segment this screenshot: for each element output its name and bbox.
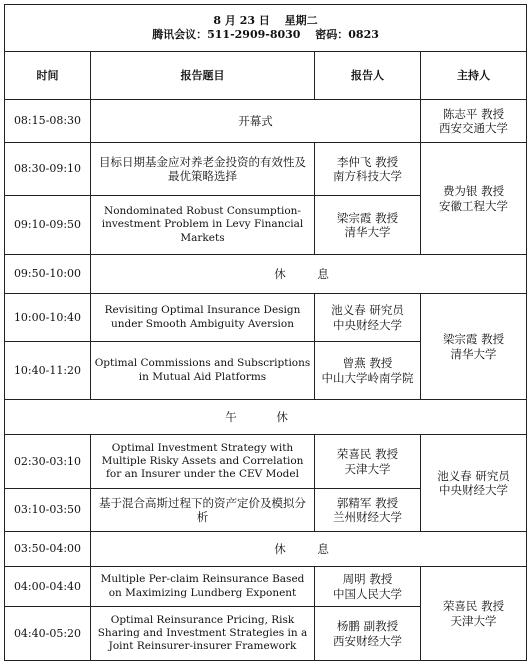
session-title: 开幕式 — [91, 100, 421, 143]
session-time: 02:30-03:10 — [5, 435, 91, 489]
table-row — [5, 435, 527, 489]
session-time: 03:50-04:00 — [5, 532, 91, 567]
table-row — [5, 400, 527, 435]
host-affiliation: 中央财经大学 — [439, 483, 509, 497]
table-row — [5, 294, 527, 342]
host-name: 陈志平 教授 — [442, 106, 505, 121]
break-label: 休 息 — [91, 255, 527, 294]
host-affiliation: 安徽工程大学 — [439, 198, 509, 213]
speaker-name: 曾燕 教授 — [342, 356, 393, 371]
talk-title: Nondominated Robust Consumption-investment Problem in Levy Financial Markets — [91, 196, 315, 255]
speaker-affiliation: 清华大学 — [344, 225, 391, 239]
talk-title: 基于混合高斯过程下的资产定价及模拟分析 — [91, 489, 315, 532]
date-line: 8 月 23 日 星期二 — [213, 14, 318, 28]
table-row — [5, 567, 527, 607]
schedule-table — [4, 4, 527, 661]
speaker-name: 杨鹏 副教授 — [336, 619, 399, 634]
host-name: 费为银 教授 — [442, 184, 505, 199]
speaker-affiliation: 中国人民大学 — [333, 586, 402, 601]
speaker-cell — [315, 342, 421, 400]
speaker-cell — [315, 143, 421, 196]
speaker-affiliation: 中央财经大学 — [333, 317, 402, 332]
session-host — [421, 100, 527, 143]
host-name: 池义春 研究员 — [437, 468, 510, 483]
host-affiliation: 清华大学 — [450, 346, 497, 361]
schedule-page — [4, 4, 526, 661]
session-time: 08:15-08:30 — [5, 100, 91, 143]
column-header-title: 报告题目 — [91, 52, 315, 100]
speaker-cell — [315, 607, 421, 661]
session-time: 08:30-09:10 — [5, 143, 91, 196]
host-name: 梁宗霞 教授 — [442, 332, 505, 347]
speaker-name: 周明 教授 — [342, 572, 393, 587]
speaker-cell — [315, 567, 421, 607]
speaker-affiliation: 南方科技大学 — [333, 169, 402, 183]
speaker-name: 池义春 研究员 — [331, 303, 404, 318]
lunch-break-label: 午 休 — [5, 400, 527, 435]
session-time: 10:40-11:20 — [5, 342, 91, 400]
session-time: 10:00-10:40 — [5, 294, 91, 342]
speaker-affiliation: 西安财经大学 — [333, 633, 402, 648]
column-header-speaker: 报告人 — [315, 52, 421, 100]
speaker-cell — [315, 196, 421, 255]
talk-title: 目标日期基金应对养老金投资的有效性及最优策略选择 — [91, 143, 315, 196]
talk-title: Multiple Per-claim Reinsurance Based on Maximizing Lundberg Exponent — [91, 567, 315, 607]
table-row — [5, 100, 527, 143]
schedule-header — [5, 5, 527, 52]
column-header-host: 主持人 — [421, 52, 527, 100]
speaker-affiliation: 天津大学 — [344, 461, 391, 476]
table-row — [5, 532, 527, 567]
session-time: 09:50-10:00 — [5, 255, 91, 294]
speaker-name: 郭精军 教授 — [336, 495, 399, 510]
session-time: 03:10-03:50 — [5, 489, 91, 532]
session-host — [421, 435, 527, 532]
session-host — [421, 143, 527, 255]
speaker-cell — [315, 489, 421, 532]
talk-title: Revisiting Optimal Insurance Design under Smooth Ambiguity Aversion — [91, 294, 315, 342]
host-name: 荣喜民 教授 — [442, 599, 505, 614]
session-time: 09:10-09:50 — [5, 196, 91, 255]
talk-title: Optimal Commissions and Subscriptions in Mutual Aid Platforms — [91, 342, 315, 400]
table-row — [5, 255, 527, 294]
session-host — [421, 294, 527, 400]
speaker-name: 荣喜民 教授 — [336, 447, 399, 462]
table-row — [5, 143, 527, 196]
talk-title: Optimal Investment Strategy with Multiple Risky Assets and Correlation for an Insurer under the CEV Model — [91, 435, 315, 489]
speaker-cell — [315, 435, 421, 489]
session-time: 04:00-04:40 — [5, 567, 91, 607]
speaker-affiliation: 中山大学岭南学院 — [321, 370, 414, 385]
session-host — [421, 567, 527, 661]
speaker-name: 梁宗霞 教授 — [336, 210, 399, 225]
speaker-affiliation: 兰州财经大学 — [333, 510, 402, 524]
column-header-row — [5, 52, 527, 100]
meeting-info-line: 腾讯会议：511-2909-8030 密码：0823 — [152, 28, 379, 41]
header-row — [5, 5, 527, 52]
host-affiliation: 西安交通大学 — [439, 121, 509, 135]
talk-title: Optimal Reinsurance Pricing, Risk Sharing and Investment Strategies in a Joint Reinsurer-insurer Framework — [91, 607, 315, 661]
column-header-time: 时间 — [5, 52, 91, 100]
session-time: 04:40-05:20 — [5, 607, 91, 661]
speaker-cell — [315, 294, 421, 342]
host-affiliation: 天津大学 — [450, 613, 497, 628]
speaker-name: 李仲飞 教授 — [336, 154, 399, 169]
break-label: 休 息 — [91, 532, 527, 567]
